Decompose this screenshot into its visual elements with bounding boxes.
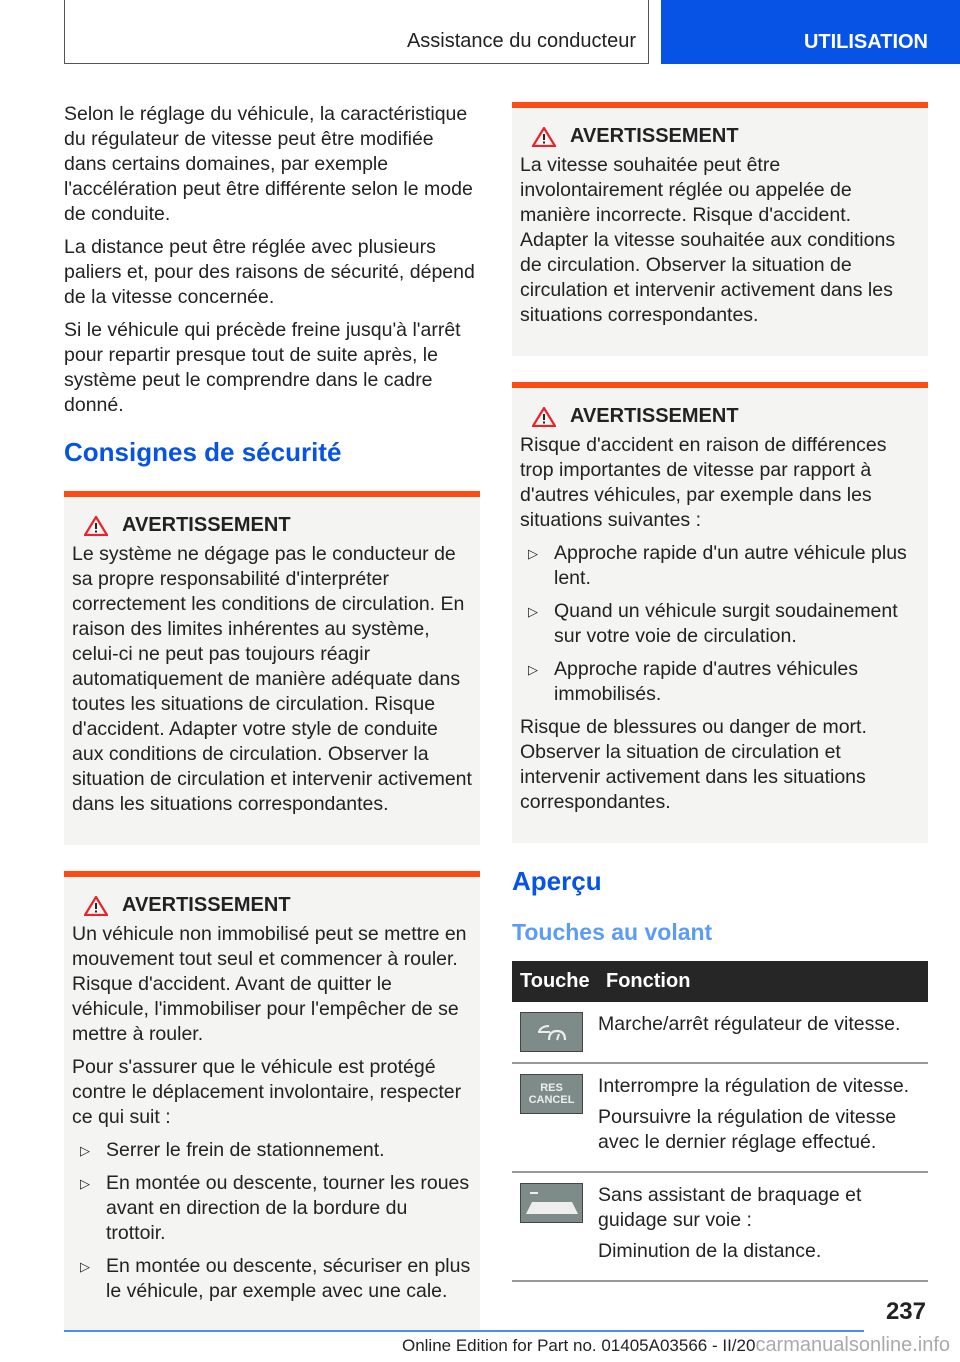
paragraph: La distance peut être réglée avec plusieurs paliers et, pour des raisons de sécurité, dépend de la vitesse concernée. [64,236,475,308]
warning-box [512,382,928,843]
table-row [512,1063,928,1172]
distance-decrease-icon [520,1183,583,1223]
warning-triangle-icon [84,896,108,916]
function-text: Interrompre la régulation de vitesse. [598,1075,910,1097]
warning-text: Un véhicule non immobilisé peut se mettre en mouvement tout seul et commencer à rouler. Risque d'accident. Avant de quitter le véhicule, l'immobiliser pour l'empêcher de se mettre à rouler. [72,923,467,1045]
section-title: Assistance du conducteur [406,30,636,52]
steering-wheel-buttons-table [512,961,928,1282]
function-text: Sans assistant de braquage et guidage sur voie : [598,1184,862,1231]
table-row [512,1172,928,1281]
list-item: ▷ En montée ou descente, sécuriser en plus le véhicule, par exemple avec une cale. [72,1254,472,1304]
page-number: 237 [885,1298,926,1325]
subsection-heading: Touches au volant [512,919,713,945]
list-item: ▷ Serrer le frein de stationnement. [72,1138,472,1163]
warning-title: AVERTISSEMENT [570,125,739,147]
list-item: ▷ Approche rapide d'autres véhicules immobilisés. [520,657,920,707]
table-header: Touche [512,961,598,1002]
edition-text: Online Edition for Part no. 01405A03566 - II/20 [401,1336,756,1355]
icon-text: RES [540,1082,563,1094]
warning-triangle-icon [532,127,556,147]
list-item: ▷ En montée ou descente, tourner les roues avant en direction de la bordure du trottoir. [72,1171,472,1246]
icon-text: CANCEL [528,1094,575,1106]
table-row [512,1002,928,1063]
table-header: Fonction [598,961,928,1002]
list-item: ▷ Quand un véhicule surgit soudainement sur votre voie de circulation. [520,599,920,649]
footer [402,1334,950,1357]
function-text: Poursuivre la régulation de vitesse avec le dernier réglage effectué. [598,1106,897,1153]
warning-text: La vitesse souhaitée peut être involontairement réglée ou appelée de manière incorrecte. Risque d'accident. Adapter la vitesse souhaitée aux conditions de circulation. Observer la situation de circulation et intervenir activement dans les situations correspondantes. [520,154,896,326]
section-heading: Aperçu [512,866,602,896]
section-heading: Consignes de sécurité [64,437,342,467]
left-column [64,102,480,1358]
warning-text: Risque de blessures ou danger de mort. Observer la situation de circulation et intervenir activement dans les situations correspondantes. [520,716,867,813]
res-cancel-icon [520,1074,583,1114]
footer-divider [64,1330,864,1332]
function-text: Diminution de la distance. [598,1240,822,1262]
function-text: Marche/arrêt régulateur de vitesse. [598,1013,901,1035]
warning-text: Le système ne dégage pas le conducteur de sa propre responsabilité d'interpréter correctement les conditions de circulation. En raison des limites inhérentes au système, celui-ci ne peut pas toujours réagir automatiquement de manière adéquate dans toutes les situations de circulation. Risque d'accident. Adapter votre style de conduite aux conditions de circulation. Observer la situation de circulation et intervenir activement dans les situations correspondantes. [72,543,472,815]
warning-triangle-icon [532,407,556,427]
warning-box [64,871,480,1332]
chapter-tab [661,0,960,64]
warning-title: AVERTISSEMENT [122,514,291,536]
warning-text: Pour s'assurer que le véhicule est protégé contre le déplacement involontaire, respecter ce qui suit : [72,1056,462,1128]
warning-triangle-icon [84,516,108,536]
cruise-control-icon [520,1012,583,1052]
warning-box [64,491,480,845]
chapter-tab-label: UTILISATION [803,31,928,53]
paragraph: Selon le réglage du véhicule, la caractéristique du régulateur de vitesse peut être modifiée dans certains domaines, par exemple l'accélération peut être différente selon le mode de conduite. [64,103,473,225]
warning-text: Risque d'accident en raison de différences trop importantes de vitesse par rapport à d'autres véhicules, par exemple dans les situations suivantes : [520,434,887,531]
warning-box [512,102,928,356]
paragraph: Si le véhicule qui précède freine jusqu'à l'arrêt pour repartir presque tout de suite après, le système peut le comprendre dans le cadre donné. [64,319,461,416]
right-column [512,102,928,1282]
list-item: ▷ Approche rapide d'un autre véhicule plus lent. [520,541,920,591]
warning-title: AVERTISSEMENT [122,894,291,916]
warning-title: AVERTISSEMENT [570,405,739,427]
header-section-box [64,0,649,64]
watermark: carmanualsonline.info [755,1334,950,1356]
